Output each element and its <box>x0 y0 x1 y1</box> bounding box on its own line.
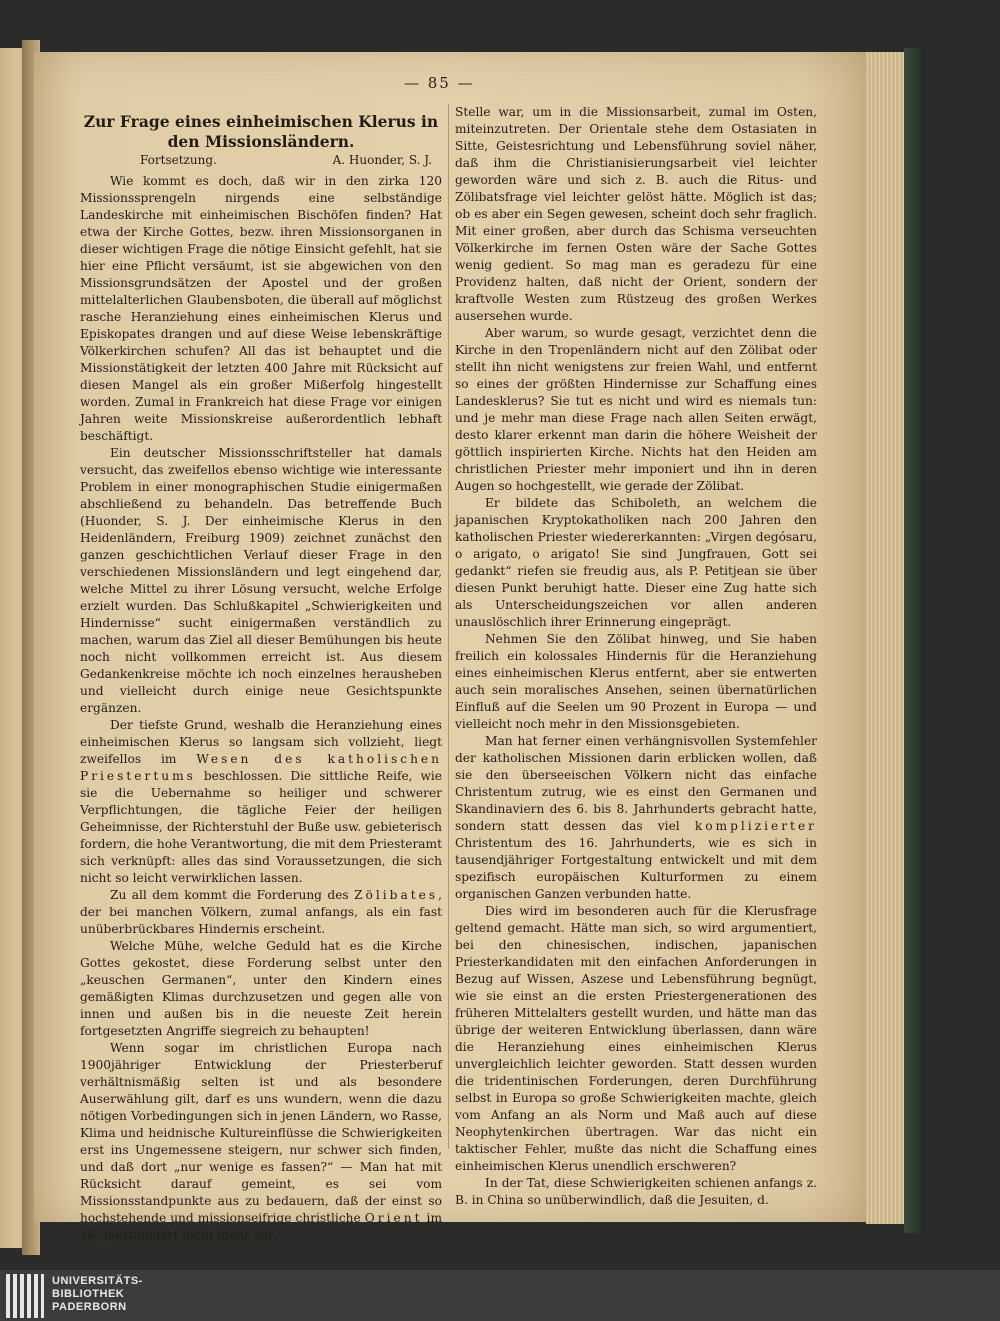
article-title: Zur Frage eines einheimischen Klerus in den Missionsländern. <box>83 112 439 151</box>
paragraph: Stelle war, um in die Missionsarbeit, zumal im Osten, miteinzutreten. Der Orientale stehe dem Ostasiaten in Sitte, Geistesrichtung und Lebensführung soviel näher, daß ihm die Christianisierungsarbeit viel leichter geworden wäre und sich z. B. auch die Ritus- und Zölibatsfrage viel leichter gelöst hätte. Möglich ist das; ob es aber ein Segen gewesen, scheint doch sehr fraglich. Mit einer großen, aber durch das Schisma verseuchten Völkerkirche im fernen Osten wäre der Sache Gottes wenig gedient. So mag man es geradezu für eine Providenz halten, daß nicht der Orient, sondern der kraftvolle Westen zum Rüstzeug des großen Werkes ausersehen wurde. <box>455 105 817 323</box>
book-cover <box>904 48 926 1233</box>
paragraph: Wenn sogar im christlichen Europa nach 1900jähriger Entwicklung der Priesterberuf verhältnismäßig selten ist und als besondere Auserwählung gilt, darf es uns wundern, wenn die dazu nötigen Vorbedingungen sich in jenen Ländern, wo Rasse, Klima und heidnische Kultureinflüsse die Schwierigkeiten erst ins Ungemessene steigern, nur schwer sich finden, und daß dort „nur wenige es fassen?“ — Man hat mit Rücksicht darauf gemeint, es sei vom Missionsstandpunkte aus zu bedauern, daß der einst so hochstehende und missionseifrige christliche Orient im 16. Jahrhundert nicht mehr zur <box>80 1041 443 1242</box>
paragraph: Wie kommt es doch, daß wir in den zirka 120 Missionssprengeln nirgends eine selbständige Landeskirche mit einheimischen Bischöfen finden? Hat etwa der Kirche Gottes, bezw. ihren Missionsorganen in dieser wichtigen Frage die nötige Einsicht gefehlt, hat sie hier eine Pflicht versäumt, ist sie abgewichen von den Missionsgrundsätzen der Apostel und der großen mittelalterlichen Glaubensboten, die überall auf möglichst rasche Heranziehung eines einheimischen Klerus und Episkopates drangen und auf diese Weise lebenskräftige Völkerkirchen schufen? All das ist behauptet und die Missionstätigkeit der letzten 400 Jahre mit Rücksicht auf diesen Mangel als ein großer Mißerfolg hingestellt worden. Zumal in Frankreich hat diese Frage vor einigen Jahren weite Missionskreise außerordentlich lebhaft beschäftigt. <box>80 174 442 443</box>
library-footer <box>0 1270 1000 1321</box>
page-number: — 85 — <box>404 74 475 92</box>
paragraph: In der Tat, diese Schwierigkeiten schienen anfangs z. B. in China so unüberwindlich, daß die Jesuiten, d. <box>455 1176 817 1207</box>
column-divider <box>448 104 449 1149</box>
emphasis-text: Wesen des katholischen Priestertums <box>80 752 442 783</box>
paragraph: Der tiefste Grund, weshalb die Heranziehung eines einheimischen Klerus so langsam sich vollzieht, liegt zweifellos im Wesen des katholischen Priestertums beschlossen. Die sittliche Reife, wie sie die Uebernahme so heiliger und schwerer Verpflichtungen, die tägliche Feier der heiligen Geheimnisse, der Richterstuhl der Buße usw. gebieterisch fordern, die hohe Verantwortung, die mit dem Priesteramt sich verknüpft: alles das sind Voraussetzungen, die sich nicht so leicht verwirklichen lassen. <box>80 718 443 885</box>
paragraph: Dies wird im besonderen auch für die Klerusfrage geltend gemacht. Hätte man sich, so wird argumentiert, bei den chinesischen, indischen, japanischen Priesterkandidaten mit den einfachen Anforderungen in Bezug auf Wissen, Aszese und Lebensführung begnügt, wie sie einst an die ersten Priestergenerationen des früheren Mittelalters gestellt wurden, und hätte man das übrige der weiteren Entwicklung überlassen, dann wäre die Heranziehung eines einheimischen Klerus unvergleichlich leichter geworden. Statt dessen wurden die tridentinischen Forderungen, deren Durchführung selbst in Europa so große Schwierigkeiten machte, gleich vom Anfang an als Norm und Maß auch auf diese Neophytenkirchen übertragen. War das nicht ein taktischer Fehler, mußte das nicht die Schaffung eines einheimischen Klerus unendlich erschweren? <box>455 904 817 1173</box>
right-column <box>455 104 817 1207</box>
paragraph: Er bildete das Schiboleth, an welchem die japanischen Kryptokatholiken nach 200 Jahren den katholischen Priester wiedererkannten: „Virgen degósaru, o arigato, o arigato! Sie sind Jungfrauen, Gott sei gedankt“ riefen sie freudig aus, als P. Petitjean sie über diesen Punkt beruhigt hatte. Dieser eine Zug hatte sich als Unterscheidungszeichen vor allen anderen unauslöschlich ihrer Erinnerung eingeprägt. <box>455 496 817 629</box>
paragraph: Nehmen Sie den Zölibat hinweg, und Sie haben freilich ein kolossales Hindernis für die Heranziehung eines einheimischen Klerus entfernt, aber sie entwerten auch sein moralisches Ansehen, seinen übernatürlichen Einfluß auf die Seelen um 90 Prozent in Europa — und vielleicht noch mehr in den Missionsgebieten. <box>455 632 817 731</box>
left-column <box>80 112 443 1242</box>
byline <box>80 152 442 169</box>
emphasis-text: Orient <box>364 1211 423 1225</box>
paragraph: Man hat ferner einen verhängnisvollen Systemfehler der katholischen Missionen darin erblicken wollen, daß sie den überseeischen Völkern nicht das einfache Christentum zutrug, wie es einst den Germanen und Skandinaviern des 6. bis 8. Jahrhunderts gebracht hatte, sondern statt dessen das viel komplizierter Christentum des 16. Jahrhunderts, wie es sich in tausendjähriger Fortgestaltung entwickelt und mit dem spezifisch europäischen Kulturformen zu einem organischen Ganzen verbunden hatte. <box>455 734 817 901</box>
emphasis-text: Zölibates <box>354 888 439 902</box>
emphasis-text: komplizierter <box>694 819 817 833</box>
library-logo-icon <box>6 1274 46 1318</box>
paragraph: Ein deutscher Missionsschriftsteller hat damals versucht, das zweifellos ebenso wichtige wie interessante Problem in einer monographischen Studie einigermaßen abschließend zu behandeln. Das betreffende Buch (Huonder, S. J. Der einheimische Klerus in den Heidenländern, Freiburg 1909) zeichnet zunächst den ganzen geschichtlichen Verlauf dieser Frage in den verschiedenen Missionsländern und legt eingehend dar, welche Mittel zu ihrer Lösung versucht, welche Erfolge erzielt wurden. Das Schlußkapitel „Schwierigkeiten und Hindernisse“ sucht einigermaßen verständlich zu machen, warum das Ziel all dieser Bemühungen bis heute noch nicht vollkommen erreicht ist. Aus diesem Gedankenkreise möchte ich noch einzelnes herausheben und vielleicht durch einige neue Gesichtspunkte ergänzen. <box>80 446 442 715</box>
paragraph: Aber warum, so wurde gesagt, verzichtet denn die Kirche in den Tropenländern nicht auf den Zölibat oder stellt ihn nicht wenigstens zur freien Wahl, und entfernt so eines der größten Hindernisse zur Schaffung eines Landesklerus? Sie tut es nicht und wird es niemals tun: und je mehr man diese Frage nach allen Seiten erwägt, desto klarer erkennt man darin die höhere Weisheit der göttlich inspirierten Kirche. Nichts hat den Heiden am christlichen Priester mehr imponiert und ihn in deren Augen so hochgestellt, wie gerade der Zölibat. <box>455 326 817 493</box>
page-edges <box>866 52 906 1224</box>
continuation-note: Fortsetzung. <box>140 153 217 167</box>
library-name: UNIVERSITÄTS- BIBLIOTHEK PADERBORN <box>52 1275 143 1313</box>
paragraph: Zu all dem kommt die Forderung des Zölibates, der bei manchen Völkern, zumal anfangs, als ein fast unüberbrückbares Hindernis erscheint. <box>80 888 442 936</box>
author-name: A. Huonder, S. J. <box>332 153 432 167</box>
paragraph: Welche Mühe, welche Geduld hat es die Kirche Gottes gekostet, diese Forderung selbst unter den „keuschen Germanen“, unter den Kindern eines gemäßigten Klimas durchzusetzen und gegen alle von innen und außen bis in die neueste Zeit herein fortgesetzten Angriffe siegreich zu behaupten! <box>80 939 442 1038</box>
